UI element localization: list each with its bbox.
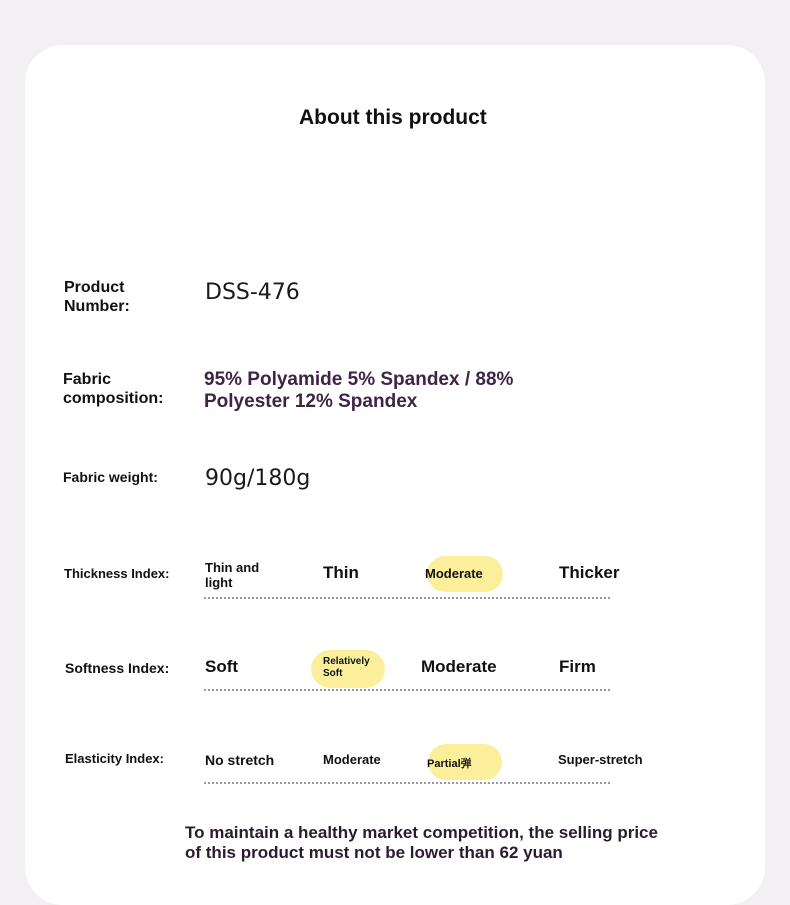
thickness-option-moderate: Moderate [425,566,483,581]
softness-option-firm: Firm [559,657,596,676]
thickness-option-thicker: Thicker [559,563,620,582]
title-text: About this product [299,106,487,129]
softness-option-soft: Soft [205,657,239,676]
price-notice-line1: To maintain a healthy market competition, the selling price [185,823,658,842]
fabric-composition-label [63,370,163,408]
thickness-option-thin-and-light-line2: light [205,575,233,590]
product-number-label [64,278,130,316]
fabric-weight-value: 90g/180g [205,466,311,491]
elasticity-option-moderate: Moderate [323,752,381,767]
product-number-label-line1: Product [64,279,125,296]
elasticity-option-super-stretch: Super-stretch [558,752,643,767]
price-notice [185,823,705,863]
thickness-index-label: Thickness Index: [64,566,170,581]
fabric-composition-label-line1: Fabric [63,371,112,388]
softness-option-relatively-soft-line2: Soft [323,668,343,679]
softness-option-moderate: Moderate [421,657,497,676]
elasticity-option-no-stretch: No stretch [205,752,275,768]
fabric-composition-label-line2: composition: [63,390,164,407]
elasticity-index-label: Elasticity Index: [65,751,164,766]
thickness-option-thin-and-light-line1: Thin and [205,560,260,575]
fabric-weight-label: Fabric weight: [63,469,158,485]
fabric-composition-value [204,369,584,413]
elasticity-scale-line [204,782,610,784]
thickness-scale-line [204,597,610,599]
softness-index-label: Softness Index: [65,660,170,676]
softness-option-relatively-soft [323,656,370,680]
softness-scale-line [204,689,610,691]
page-title [299,106,499,130]
composition-line2: Polyester 12% Spandex [204,391,418,412]
composition-line1: 95% Polyamide 5% Spandex / 88% [204,369,514,390]
thickness-option-thin: Thin [323,563,359,582]
price-notice-line2: of this product must not be lower than 62 yuan [185,843,563,862]
product-number-value: DSS-476 [205,280,300,305]
elasticity-option-partial: Partial弹 [427,758,472,770]
softness-option-relatively-soft-line1: Relatively [323,656,370,667]
thickness-option-thin-and-light [205,560,259,590]
product-number-label-line2: Number: [64,298,130,315]
